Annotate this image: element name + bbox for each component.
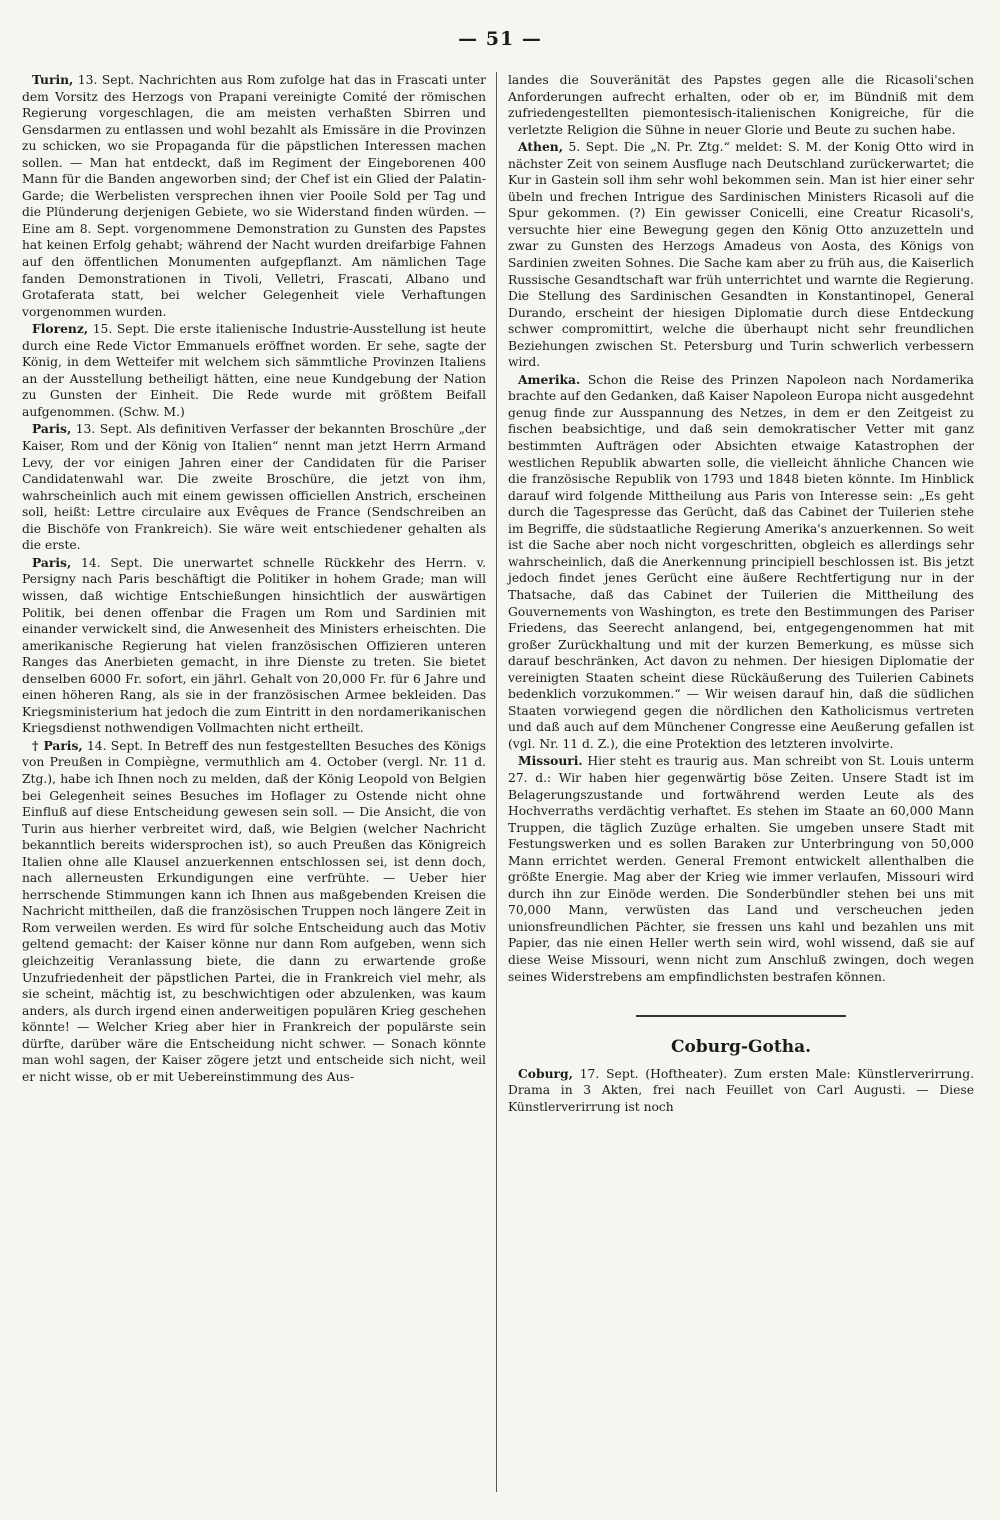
- article-text: 17. Sept. (Hoftheater). Zum ersten Male: Künstlerverirrung. Drama in 3 Akten, frei nach Feuillet von Carl Augusti. — Diese Künstlerverirrung ist noch: [508, 1066, 974, 1114]
- section-rule: [636, 1015, 846, 1017]
- article-missouri: [508, 753, 974, 985]
- article-text: 5. Sept. Die „N. Pr. Ztg.“ meldet: S. M. der Konig Otto wird in nächster Zeit von seinem Ausfluge nach Deutschland zurückerwartet; die Kur in Gastein soll ihm sehr wohl bekommen sein. Man ist hier einer sehr übeln und frechen Intrigue des Sardinischen Ministers Ricasoli auf die Spur gekommen. (?) Ein gewisser Conicelli, eine Creatur Ricasoli's, versuchte hier eine Bewegung gegen den König Otto anzuzetteln und zwar zu Gunsten des Herzogs Amadeus von Aosta, des Königs von Sardinien zweiten Sohnes. Die Sache kam aber zu früh aus, die Kaiserlich Russische Gesandtschaft war früh unterrichtet und warnte die Regierung. Die Stellung des Sardinischen Gesandten in Konstantinopel, General Durando, erscheint der hiesigen Diplomatie durch diese Entdeckung schwer compromittirt, welche die überhaupt nicht sehr freundlichen Beziehungen zwischen St. Petersburg und Turin schwerlich verbessern wird.: [508, 140, 974, 370]
- column-divider: [496, 72, 497, 1492]
- section-header: [508, 1015, 974, 1056]
- article-florenz: [22, 321, 486, 420]
- dateline-paris: Paris,: [32, 421, 72, 437]
- dateline-missouri: Missouri.: [518, 753, 583, 769]
- page-number: — 51 —: [458, 28, 542, 50]
- article-athen: [508, 139, 974, 371]
- article-text: 13. Sept. Als definitiven Verfasser der bekannten Broschüre „der Kaiser, Rom und der König von Italien“ nennt man jetzt Herrn Armand Levy, der vor einigen Jahren einer der Candidaten für die Pariser Candidatenwahl war. Die zweite Broschüre, die jetzt von ihm, wahrscheinlich auch mit einem gewissen officiellen Anstrich, erscheinen soll, heißt: Lettre circulaire aux Evêques de France (Sendschreiben an die Bischöfe von Frankreich). Sie wäre weit entschiedener gehalten als die erste.: [22, 422, 486, 553]
- article-coburg: [508, 1066, 974, 1116]
- article-continuation: landes die Souveränität des Papstes gegen alle die Ricasoli'schen Anforderungen aufrecht erhalten, oder ob er, im Bündniß mit dem zufriedengestellten piemontesisch-italienischen Konigreiche, für die verletzte Religion die Sühne in neuer Glorie und Beute zu suchen habe.: [508, 73, 974, 137]
- dateline-paris: † Paris,: [32, 737, 83, 753]
- article-paris-14: [22, 555, 486, 737]
- dateline-paris: Paris,: [32, 554, 72, 570]
- article-turin: [22, 72, 486, 320]
- dateline-athen: Athen,: [518, 139, 563, 155]
- dateline-amerika: Amerika.: [518, 371, 581, 387]
- article-text: Hier steht es traurig aus. Man schreibt von St. Louis unterm 27. d.: Wir haben hier gegenwärtig böse Zeiten. Unsere Stadt ist im Belagerungszustande und fortwährend werden Leute als des Hochverraths verdächtig verhaftet. Es stehen im Staate an 60,000 Mann Truppen, die täglich Zuzüge erhalten. Sie umgeben unsere Stadt mit Festungswerken und es sollen Baraken zur Unterbringung von 50,000 Mann errichtet werden. General Fremont entwickelt allenthalben die größte Energie. Mag aber der Krieg wie immer verlaufen, Missouri wird durch ihn zur Einöde werden. Die Sonderbündler stehen bei uns mit 70,000 Mann, verwüsten das Land und verscheuchen jeden unionsfreundlichen Pächter, sie fressen uns kahl und bezahlen uns mit Papier, das nie einen Heller werth sein wird, wohl wissend, daß sie auf diese Weise Missouri, wenn nicht zum Anschluß zwingen, doch wegen seines Widerstrebens am empfindlichsten bestrafen können.: [508, 754, 974, 984]
- article-text: 15. Sept. Die erste italienische Industrie-Ausstellung ist heute durch eine Rede Victor Emmanuels eröffnet worden. Er sehe, sagte der König, in dem Wetteifer mit welchem sich sämmtliche Provinzen Italiens an der Ausstellung betheiligt hätten, eine neue Kundgebung der Nation zu Gunsten der Einheit. Die Rede wurde mit größtem Beifall aufgenommen. (Schw. M.): [22, 322, 486, 419]
- article-text: 14. Sept. Die unerwartet schnelle Rückkehr des Herrn. v. Persigny nach Paris beschäftigt die Politiker in hohem Grade; man will wissen, daß wichtige Entschießungen hinsichtlich der auswärtigen Politik, bei denen offenbar die Fragen um Rom und Sardinien mit einander verwickelt sind, die Anwesenheit des Ministers erheischten. Die amerikanische Regierung hat vielen französischen Offizieren unteren Ranges das Anerbieten gemacht, in ihre Dienste zu treten. Sie bietet denselben 6000 Fr. sofort, ein jährl. Gehalt von 20,000 Fr. für 6 Jahre und einen höheren Rang, als sie in der französischen Armee bekleiden. Das Kriegsministerium hat jedoch die zum Eintritt in den nordamerikanischen Kriegsdienst nothwendigen Vollmachten nicht ertheilt.: [22, 555, 486, 736]
- article-text: 13. Sept. Nachrichten aus Rom zufolge hat das in Frascati unter dem Vorsitz des Herzogs von Prapani vereinigte Comité der römischen Regierung vorgeschlagen, die am meisten verhaßten Sbirren und Gensdarmen zu entlassen und wohl bezahlt als Emissäre in die Provinzen zu schicken, wo sie Propaganda für die päpstlichen Interessen machen sollen. — Man hat entdeckt, daß im Regiment der Eingeborenen 400 Mann für die Banden angeworben sind; der Chef ist ein Glied der Palatin-Garde; die Werbelisten versprechen ihnen vier Pooile Sold per Tag und die Plünderung derjenigen Gebiete, wo sie Widerstand finden würden. — Eine am 8. Sept. vorgenommene Demonstration zu Gunsten des Papstes hat keinen Erfolg gehabt; während der Nacht wurden dreifarbige Fahnen auf den öffentlichen Monumenten aufgepflanzt. Am nämlichen Tage fanden Demonstrationen in Tivoli, Velletri, Frascati, Albano und Grotaferata statt, bei welcher Gelegenheit viele Verhaftungen vorgenommen wurden.: [22, 73, 486, 319]
- article-text: Schon die Reise des Prinzen Napoleon nach Nordamerika brachte auf den Gedanken, daß Kaiser Napoleon Europa nicht ausgedehnt genug finde zur Ausspannung des Netzes, in dem er den Zeitgeist zu fischen beabsichtige, und daß sein demokratischer Vetter mit ganz bestimmten Aufträgen oder Absichten etwaige Katastrophen der westlichen Republik abwarten solle, die vielleicht ähnliche Chancen wie die französische Republik von 1793 und 1848 bieten könnte. Im Hinblick darauf wird folgende Mittheilung aus Paris von Interesse sein: „Es geht durch die Tagespresse das Gerücht, daß das Cabinet der Tuilerien stehe im Begriffe, die südstaatliche Regierung Amerika's anzuerkennen. So weit ist die Sache aber noch nicht vorgeschritten, obgleich es allerdings sehr wahrscheinlich, daß die Anerkennung principiell beschlossen ist. Bis jetzt jedoch findet jenes Gerücht eine äußere Rechtfertigung nur in der Thatsache, daß das Cabinet der Tuilerien die Mittheilung des Gouvernements von Washington, es trete den Bestimmungen des Pariser Friedens, das Seerecht anlangend, bei, entgegengenommen hat mit großer Zurückhaltung und mit der kurzen Bemerkung, es müsse sich darauf beschränken, Act davon zu nehmen. Der hiesigen Diplomatie der vereinigten Staaten scheint diese Rückäußerung des Tuilerien Cabinets bedenklich vorzukommen.“ — Wir weisen darauf hin, daß die südlichen Staaten vorwiegend gegen die nördlichen den Katholicismus vertreten und daß auch auf dem Münchener Congresse eine Aeußerung gefallen ist (vgl. Nr. 11 d. Z.), die eine Protektion des letzteren involvirte.: [508, 372, 974, 751]
- section-title: Coburg-Gotha.: [670, 1037, 812, 1058]
- article-paris-13: [22, 421, 486, 553]
- dateline-turin: Turin,: [32, 72, 74, 87]
- dateline-florenz: Florenz,: [32, 321, 89, 337]
- article-amerika: [508, 372, 974, 753]
- dateline-coburg: Coburg,: [518, 1065, 573, 1081]
- article-paris-14-b: [22, 738, 486, 1085]
- article-text: 14. Sept. In Betreff des nun festgestellten Besuches des Königs von Preußen in Compiègne, vermuthlich am 4. October (vergl. Nr. 11 d. Ztg.), habe ich Ihnen noch zu melden, daß der König Leopold von Belgien bei Gelegenheit seines Besuches im Hoflager zu Ostende nicht ohne Einfluß auf diese Entscheidung gewesen sein soll. — Die Ansicht, die von Turin aus hierher verbreitet wird, daß, wie Belgien (welcher Nachricht bekanntlich bereits widersprochen ist), so auch Preußen das Königreich Italien ohne alle Klausel anzuerkennen entschlossen sei, ist denn doch, nach allerneusten Erkundigungen eine verfrühte. — Ueber hier herrschende Stimmungen kann ich Ihnen aus maßgebenden Kreisen die Nachricht mittheilen, daß die französischen Truppen noch längere Zeit in Rom verweilen werden. Es wird für solche Entscheidung auch das Motiv geltend gemacht: der Kaiser könne nur dann Rom aufgeben, wenn sich gleichzeitig Veranlassung biete, die dann zu erwartende große Unzufriedenheit der päpstlichen Partei, die in Frankreich viel mehr, als sie scheint, mächtig ist, zu beschwichtigen oder abzulenken, was kaum anders, als durch irgend einen anderweitigen populären Krieg geschehen könnte! — Welcher Krieg aber hier in Frankreich der populärste sein dürfte, darüber wäre die Entscheidung nicht schwer. — Sonach könnte man wohl sagen, der Kaiser zögere jetzt und entscheide sich nicht, weil er nicht wisse, ob er mit Uebereinstimmung des Aus-: [22, 738, 487, 1084]
- right-column: [508, 72, 974, 1116]
- left-column: [22, 72, 486, 1086]
